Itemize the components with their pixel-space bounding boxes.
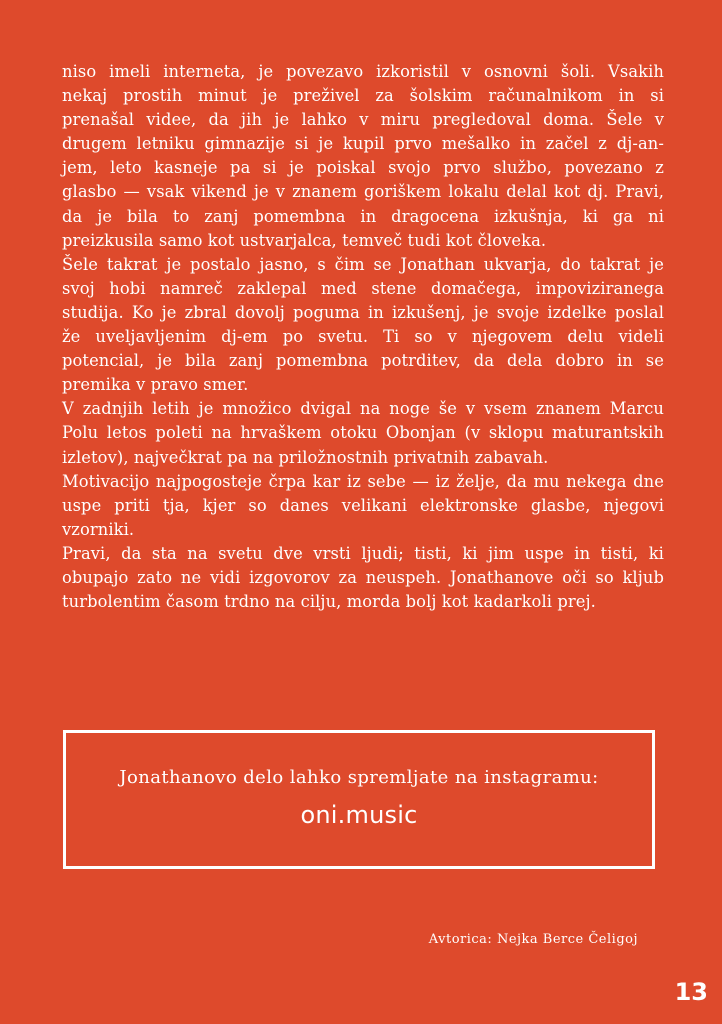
article-line: izletov), največkrat pa na priložnostnih privatnih zabavah. (62, 447, 549, 467)
article-body (62, 60, 664, 614)
article-line: niso imeli interneta, je povezavo izkoristil v osnovni šoli. Vsakih (62, 62, 664, 81)
article-line: jem, leto kasneje pa si je poiskal svojo prvo službo, povezano z (62, 158, 664, 178)
article-line: Motivacijo najpogosteje črpa kar iz sebe — iz želje, da mu nekega dne (62, 471, 664, 491)
article-line: V zadnjih letih je množico dvigal na noge še v vsem znanem Marcu (62, 399, 664, 419)
article-line: Pravi, da sta na svetu dve vrsti ljudi; tisti, ki jim uspe in tisti, ki (62, 543, 664, 563)
article-line: uspe priti tja, kjer so danes velikani elektronske glasbe, njegovi (62, 495, 664, 515)
article-line: drugem letniku gimnazije si je kupil prvo mešalko in začel z dj-an- (62, 134, 664, 154)
article-line: da je bila to zanj pomembna in dragocena izkušnja, ki ga ni (62, 206, 664, 226)
article-line: turbolentim časom trdno na cilju, morda bolj kot kadarkoli prej. (62, 592, 596, 612)
author-credit: Avtorica: Nejka Berce Čeligoj (428, 932, 638, 947)
article-line: vzorniki. (62, 519, 135, 539)
instagram-intro: Jonathanovo delo lahko spremljate na instagramu: (119, 767, 599, 788)
page-number: 13 (674, 978, 708, 1006)
article-line: svoj hobi namreč zaklepal med stene domačega, impoviziranega (62, 278, 664, 298)
article-line: nekaj prostih minut je preživel za šolskim računalnikom in si (62, 86, 664, 106)
article-line: potencial, je bila zanj pomembna potrditev, da dela dobro in se (62, 351, 664, 371)
article-line: že uveljavljenim dj-em po svetu. Ti so v njegovem delu videli (62, 327, 664, 347)
article-line: premika v pravo smer. (62, 375, 249, 395)
article-line: glasbo — vsak vikend je v znanem goriškem lokalu delal kot dj. Pravi, (62, 182, 664, 202)
instagram-handle[interactable]: oni.music (300, 801, 418, 829)
article-line: Polu letos poleti na hrvaškem otoku Obonjan (v sklopu maturantskih (62, 423, 664, 443)
article-line: prenašal videe, da jih je lahko v miru pregledoval doma. Šele v (62, 110, 664, 130)
article-line: preizkusila samo kot ustvarjalca, temveč tudi kot človeka. (62, 230, 547, 250)
article-line: Šele takrat je postalo jasno, s čim se Jonathan ukvarja, do takrat je (62, 254, 664, 274)
article-line: studija. Ko je zbral dovolj poguma in izkušenj, je svoje izdelke poslal (62, 302, 664, 322)
article-line: obupajo zato ne vidi izgovorov za neuspeh. Jonathanove oči so kljub (62, 567, 664, 587)
instagram-box (63, 730, 655, 869)
